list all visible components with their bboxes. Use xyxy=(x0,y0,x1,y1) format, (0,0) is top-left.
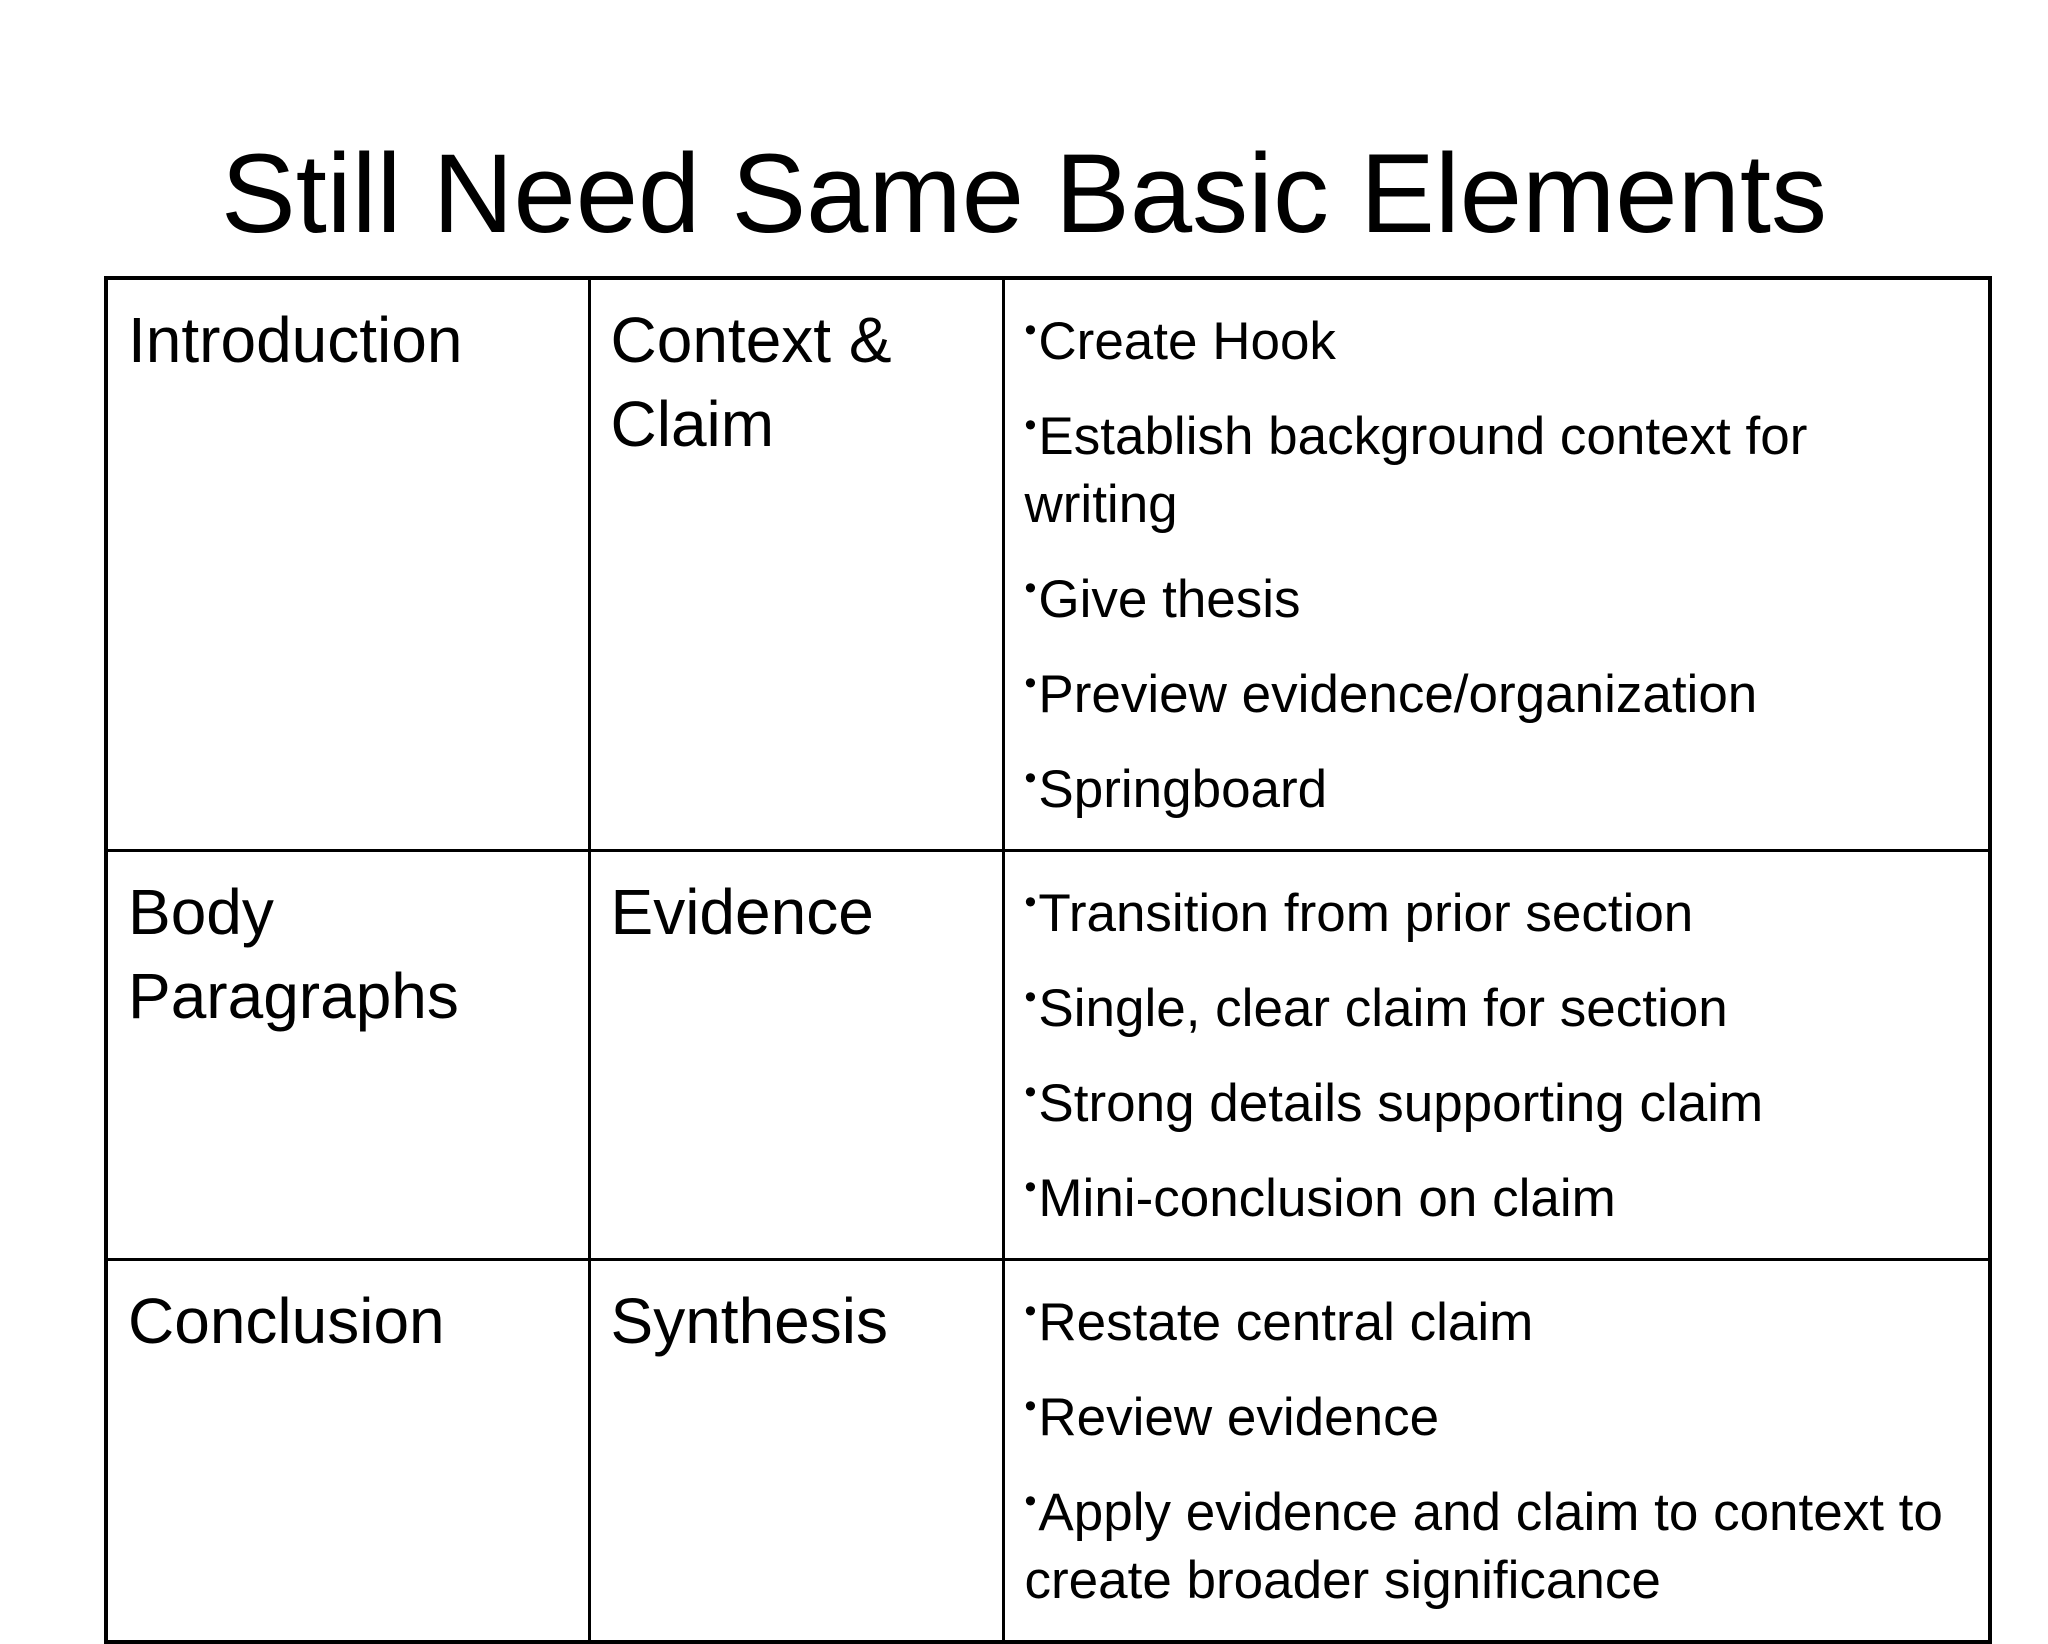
function-label: Context & Claim xyxy=(610,304,892,460)
bullet-item xyxy=(1025,296,1969,376)
essay-elements-table xyxy=(104,276,1992,1644)
slide-title: Still Need Same Basic Elements xyxy=(220,131,1827,256)
bullet-icon: • xyxy=(1024,1073,1037,1111)
function-label: Synthesis xyxy=(610,1285,888,1357)
function-cell xyxy=(589,1260,1003,1643)
bullet-text: Strong details supporting claim xyxy=(1038,1074,1764,1133)
bullet-item xyxy=(1025,391,1969,539)
bullet-text: Review evidence xyxy=(1038,1388,1440,1447)
bullet-list xyxy=(1025,296,1969,824)
bullet-list xyxy=(1025,868,1969,1233)
bullet-item xyxy=(1025,1372,1969,1452)
bullet-icon: • xyxy=(1024,883,1037,921)
function-cell xyxy=(589,851,1003,1260)
bullet-item xyxy=(1025,1277,1969,1357)
bullet-item xyxy=(1025,1153,1969,1233)
function-cell xyxy=(589,278,1003,851)
bullet-icon: • xyxy=(1024,569,1037,607)
bullet-text: Mini-conclusion on claim xyxy=(1038,1169,1616,1228)
bullet-icon: • xyxy=(1024,1168,1037,1206)
bullet-icon: • xyxy=(1024,978,1037,1016)
bullet-text: Establish background context for writing xyxy=(1024,407,1808,534)
table-row-introduction xyxy=(106,278,1990,851)
section-cell xyxy=(106,278,589,851)
table-row-body-paragraphs xyxy=(106,851,1990,1260)
bullet-item xyxy=(1025,1467,1969,1615)
bullet-text: Springboard xyxy=(1038,760,1328,819)
bullet-item xyxy=(1025,868,1969,948)
bullet-icon: • xyxy=(1024,1482,1037,1520)
table-row-conclusion xyxy=(106,1260,1990,1643)
bullets-cell xyxy=(1003,1260,1990,1643)
section-cell xyxy=(106,1260,589,1643)
bullet-item xyxy=(1025,963,1969,1043)
section-label: Body Paragraphs xyxy=(128,876,459,1032)
bullet-list xyxy=(1025,1277,1969,1615)
bullet-text: Apply evidence and claim to context to create broader significance xyxy=(1024,1483,1943,1610)
bullet-item xyxy=(1025,1058,1969,1138)
bullet-text: Transition from prior section xyxy=(1038,884,1694,943)
bullet-text: Single, clear claim for section xyxy=(1038,979,1728,1038)
bullet-text: Create Hook xyxy=(1038,312,1336,371)
bullet-icon: • xyxy=(1024,406,1037,444)
bullet-icon: • xyxy=(1024,1292,1037,1330)
bullet-icon: • xyxy=(1024,759,1037,797)
section-label: Introduction xyxy=(128,304,463,376)
function-label: Evidence xyxy=(610,876,874,948)
section-cell xyxy=(106,851,589,1260)
bullet-text: Give thesis xyxy=(1038,570,1301,629)
bullet-icon: • xyxy=(1024,1387,1037,1425)
bullet-item xyxy=(1025,744,1969,824)
section-label: Conclusion xyxy=(128,1285,445,1357)
bullet-icon: • xyxy=(1024,311,1037,349)
bullet-icon: • xyxy=(1024,664,1037,702)
bullet-text: Restate central claim xyxy=(1038,1293,1534,1352)
bullet-item xyxy=(1025,649,1969,729)
bullets-cell xyxy=(1003,278,1990,851)
bullet-item xyxy=(1025,554,1969,634)
bullets-cell xyxy=(1003,851,1990,1260)
bullet-text: Preview evidence/organization xyxy=(1038,665,1758,724)
